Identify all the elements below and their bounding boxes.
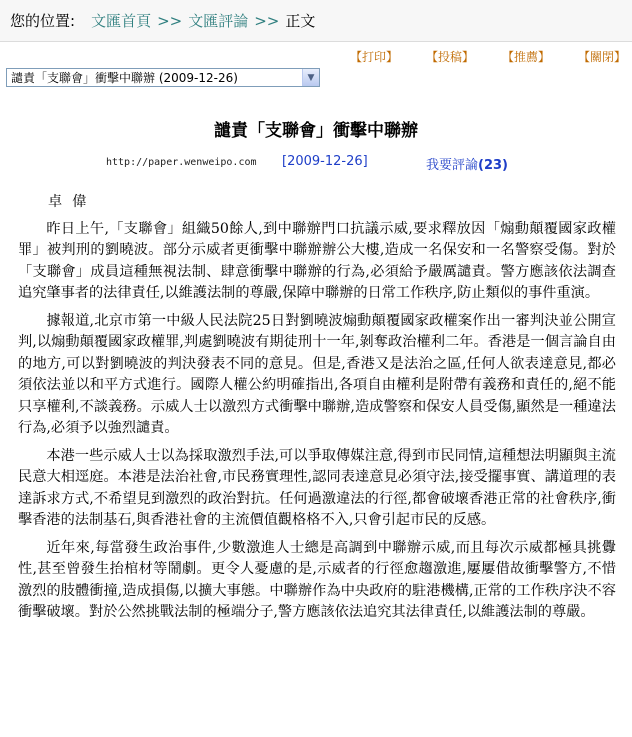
article-meta: [0, 154, 632, 172]
article-date: [2009-12-26]: [282, 154, 368, 169]
breadcrumb-separator: >>: [157, 11, 183, 30]
breadcrumb-home-link[interactable]: 文匯首頁: [91, 12, 152, 30]
print-button[interactable]: 【打印】: [349, 50, 398, 64]
breadcrumb-label: 您的位置:: [10, 12, 76, 30]
article-body: [18, 192, 616, 630]
article-paragraph: 昨日上午,「支聯會」組織50餘人,到中聯辦門口抗議示威,要求釋放因「煽動顛覆國家政權罪」被判刑的劉曉波。部分示威者更衝擊中聯辦辦公大樓,造成一名保安和一名警察受傷。對於「支聯會」成員這種無視法制、肆意衝擊中聯辦的行為,必須給予嚴厲譴責。警方應該依法調查追究肇事者的法律責任,以維護法制的尊嚴,保障中聯辦的日常工作秩序,防止類似的事件重演。: [18, 220, 616, 301]
comment-label: 我要評論: [426, 158, 479, 173]
breadcrumb: [0, 0, 632, 42]
article-toolbar: [322, 48, 626, 64]
comment-link[interactable]: [426, 154, 508, 173]
submit-article-button[interactable]: 【投稿】: [425, 50, 474, 64]
breadcrumb-current: 正文: [285, 12, 316, 30]
breadcrumb-separator: >>: [254, 11, 280, 30]
article-select-value: 譴責「支聯會」衝擊中聯辦 (2009-12-26): [11, 71, 238, 85]
recommend-button[interactable]: 【推薦】: [501, 50, 550, 64]
chevron-down-icon[interactable]: ▼: [302, 69, 319, 86]
article-author: 卓偉: [48, 194, 97, 210]
article-select[interactable]: [6, 68, 320, 87]
article-paragraph: 近年來,每當發生政治事件,少數激進人士總是高調到中聯辦示威,而且每次示威都極具挑釁性,甚至曾發生抬棺材等鬧劇。更令人憂慮的是,示威者的行徑愈趨激進,屢屢借故衝擊警方,不惜激烈的肢體衝撞,造成損傷,以擴大事態。中聯辦作為中央政府的駐港機構,正常的工作秩序決不容衝擊破壞。對於公然挑戰法制的極端分子,警方應該依法追究其法律責任,以維護法制的尊嚴。: [18, 539, 616, 620]
article-paragraph: 本港一些示威人士以為採取激烈手法,可以爭取傳媒注意,得到市民同情,這種想法明顯與主流民意大相逕庭。本港是法治社會,市民務實理性,認同表達意見必須守法,接受擺事實、講道理的表達訴求方式,不希望見到激烈的政治對抗。任何過激違法的行徑,都會破壞香港正常的社會秩序,衝擊香港的法制基石,與香港社會的主流價值觀格格不入,只會引起市民的反感。: [18, 447, 616, 528]
comment-count: (23): [478, 158, 508, 173]
source-url-link[interactable]: http://paper.wenweipo.com: [106, 157, 257, 168]
close-button[interactable]: 【關閉】: [577, 50, 626, 64]
breadcrumb-section-link[interactable]: 文匯評論: [188, 12, 249, 30]
article-paragraph: 據報道,北京市第一中級人民法院25日對劉曉波煽動顛覆國家政權案作出一審判決並公開宣判,以煽動顛覆國家政權罪,判處劉曉波有期徒刑十一年,剝奪政治權利二年。香港是一個言論自由的地方,可以對劉曉波的判決發表不同的意見。但是,香港又是法治之區,任何人欲表達意見,都必須依法並以和平方式進行。國際人權公約明確指出,各項自由權利是附帶有義務和責任的,絕不能只享權利,不談義務。示威人士以激烈方式衝擊中聯辦,造成警察和保安人員受傷,顯然是一種違法行為,必須予以強烈譴責。: [18, 312, 616, 436]
article-title: 譴責「支聯會」衝擊中聯辦: [214, 121, 418, 141]
